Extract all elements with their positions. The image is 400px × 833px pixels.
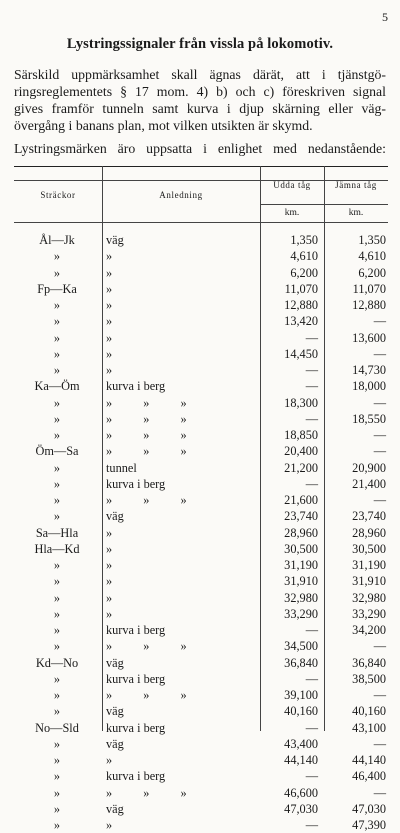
page-title: Lystringssignaler från vissla på lokomotiv.: [66, 36, 334, 52]
table-row: [14, 687, 388, 703]
jamna-cell: 21,400: [352, 476, 386, 491]
udda-cell: —: [305, 818, 318, 832]
udda-cell: 6,200: [290, 265, 318, 280]
anledning-cell: »: [106, 265, 127, 280]
table-row: [14, 313, 388, 329]
header-udda: Udda tåg: [273, 180, 311, 190]
stracka-cell: »: [53, 428, 61, 442]
paragraph-line: gives framför tunneln samt kurva i djup skärning eller väg-: [14, 101, 386, 116]
udda-cell: —: [305, 769, 318, 784]
anledning-cell: »: [106, 753, 127, 767]
table-row: [14, 265, 388, 281]
jamna-cell: —: [373, 785, 386, 800]
stracka-cell: »: [53, 509, 61, 524]
jamna-cell: —: [373, 428, 386, 442]
anledning-cell: »: [106, 314, 127, 329]
anledning-cell: »: [106, 281, 127, 296]
table-row: [14, 525, 388, 541]
stracka-cell: Ål—Jk: [39, 233, 75, 247]
udda-cell: 34,500: [284, 639, 318, 654]
jamna-cell: —: [373, 444, 386, 459]
jamna-cell: —: [373, 493, 386, 507]
signal-table: [14, 166, 388, 832]
stracka-cell: »: [53, 314, 61, 329]
table-row: [14, 411, 388, 427]
stracka-cell: »: [53, 558, 61, 572]
anledning-cell: » » »: [106, 411, 201, 426]
table-row: [14, 590, 388, 606]
table-row: [14, 427, 388, 443]
header-stracka: Sträckor: [40, 190, 76, 200]
anledning-cell: »: [106, 558, 127, 572]
anledning-cell: »: [106, 346, 127, 361]
header-jamna: Jämna tåg: [335, 180, 377, 190]
table-row: [14, 573, 388, 589]
table-row: [14, 785, 388, 801]
jamna-cell: 47,030: [352, 801, 386, 816]
stracka-cell: »: [53, 265, 61, 280]
udda-cell: 28,960: [284, 525, 318, 540]
anledning-cell: kurva i berg: [106, 720, 166, 735]
jamna-cell: 1,350: [358, 233, 386, 247]
udda-cell: 18,850: [284, 428, 318, 442]
jamna-cell: 13,600: [352, 330, 386, 345]
udda-cell: 32,980: [284, 590, 318, 605]
udda-cell: —: [305, 671, 318, 686]
anledning-cell: » » »: [106, 493, 201, 507]
stracka-cell: »: [53, 671, 61, 686]
anledning-cell: tunnel: [106, 460, 137, 475]
table-row: [14, 752, 388, 768]
stracka-cell: »: [53, 330, 61, 345]
stracka-cell: No—Sld: [35, 720, 79, 735]
jamna-cell: 12,880: [352, 298, 386, 312]
udda-cell: 31,910: [284, 574, 318, 589]
stracka-cell: Kd—No: [35, 655, 79, 670]
stracka-cell: »: [53, 249, 61, 264]
udda-cell: —: [305, 363, 318, 377]
jamna-cell: 30,500: [352, 541, 386, 556]
table-row: [14, 703, 388, 719]
jamna-cell: 14,730: [352, 363, 386, 377]
anledning-cell: »: [106, 574, 127, 589]
jamna-cell: 33,290: [352, 606, 386, 621]
anledning-cell: »: [106, 525, 127, 540]
stracka-cell: »: [53, 476, 61, 491]
stracka-cell: »: [53, 639, 61, 654]
stracka-cell: »: [53, 753, 61, 767]
jamna-cell: 36,840: [352, 655, 386, 670]
stracka-cell: Fp—Ka: [37, 281, 77, 296]
udda-cell: 30,500: [284, 541, 318, 556]
jamna-cell: 34,200: [352, 623, 386, 637]
intro-line: Lystringsmärken äro uppsatta i enlighet med nedanstående:: [14, 141, 386, 156]
udda-cell: 21,200: [284, 460, 318, 475]
table-row: [14, 736, 388, 752]
udda-cell: 20,400: [284, 444, 318, 459]
anledning-cell: väg: [106, 736, 124, 751]
table-row: [14, 395, 388, 411]
jamna-cell: 20,900: [352, 460, 386, 475]
anledning-cell: väg: [106, 233, 124, 247]
table-row: [14, 768, 388, 784]
table-row: [14, 638, 388, 654]
anledning-cell: kurva i berg: [106, 671, 166, 686]
table-row: [14, 622, 388, 638]
udda-cell: —: [305, 330, 318, 345]
table-row: [14, 557, 388, 573]
anledning-cell: » » »: [106, 785, 201, 800]
page-number: 5: [382, 10, 388, 24]
jamna-cell: 11,070: [352, 281, 386, 296]
jamna-cell: 18,550: [352, 411, 386, 426]
table-row: [14, 817, 388, 833]
jamna-cell: —: [373, 688, 386, 702]
stracka-cell: »: [53, 395, 61, 410]
anledning-cell: » » »: [106, 688, 201, 702]
table-row: [14, 443, 388, 459]
jamna-cell: 38,500: [352, 671, 386, 686]
paragraph-line: övergång i banans plan, mot vilken utsikten är skymd.: [14, 118, 313, 133]
anledning-cell: »: [106, 606, 127, 621]
stracka-cell: »: [53, 574, 61, 589]
paragraph-line: ringsreglementets § 17 mom. 4) b) och c) föreskriven signal: [14, 84, 386, 99]
table-row: [14, 671, 388, 687]
header-unit-jamna: km.: [348, 208, 364, 218]
table-row: [14, 801, 388, 817]
jamna-cell: 31,910: [352, 574, 386, 589]
stracka-cell: Hla—Kd: [34, 541, 80, 556]
jamna-cell: 31,190: [352, 558, 386, 572]
stracka-cell: »: [53, 769, 61, 784]
anledning-cell: » » »: [106, 395, 201, 410]
table-row: [14, 378, 388, 394]
jamna-cell: —: [373, 395, 386, 410]
jamna-cell: 4,610: [358, 249, 386, 264]
stracka-cell: »: [53, 623, 61, 637]
jamna-cell: 23,740: [352, 509, 386, 524]
table-row: [14, 297, 388, 313]
stracka-cell: »: [53, 688, 61, 702]
anledning-cell: »: [106, 249, 127, 264]
stracka-cell: »: [53, 346, 61, 361]
jamna-cell: 32,980: [352, 590, 386, 605]
anledning-cell: »: [106, 818, 127, 832]
udda-cell: 47,030: [284, 801, 318, 816]
jamna-cell: 6,200: [358, 265, 386, 280]
jamna-cell: —: [373, 314, 386, 329]
header-anledning: Anledning: [159, 190, 203, 200]
stracka-cell: Öm—Sa: [35, 444, 79, 459]
anledning-cell: » » »: [106, 639, 201, 654]
table-row: [14, 492, 388, 508]
stracka-cell: »: [53, 606, 61, 621]
anledning-cell: »: [106, 363, 127, 377]
table-row: [14, 720, 388, 736]
udda-cell: —: [305, 411, 318, 426]
jamna-cell: 47,390: [352, 818, 386, 832]
table-row: [14, 476, 388, 492]
table-row: [14, 606, 388, 622]
stracka-cell: »: [53, 736, 61, 751]
table-row: [14, 508, 388, 524]
stracka-cell: »: [53, 493, 61, 507]
jamna-cell: 43,100: [352, 720, 386, 735]
anledning-cell: kurva i berg: [106, 379, 166, 394]
udda-cell: —: [305, 476, 318, 491]
header-unit-udda: km.: [284, 208, 300, 218]
header-divider: [260, 204, 388, 205]
anledning-cell: »: [106, 590, 127, 605]
table-row: [14, 330, 388, 346]
anledning-cell: väg: [106, 801, 124, 816]
anledning-cell: väg: [106, 655, 124, 670]
udda-cell: 1,350: [290, 233, 318, 247]
anledning-cell: väg: [106, 509, 124, 524]
udda-cell: —: [305, 623, 318, 637]
stracka-cell: »: [53, 363, 61, 377]
table-row: [14, 460, 388, 476]
stracka-cell: »: [53, 460, 61, 475]
table-row: [14, 346, 388, 362]
udda-cell: 23,740: [284, 509, 318, 524]
udda-cell: 12,880: [284, 298, 318, 312]
table-top-rule: [14, 166, 388, 167]
udda-cell: 31,190: [284, 558, 318, 572]
jamna-cell: —: [373, 346, 386, 361]
stracka-cell: »: [53, 785, 61, 800]
stracka-cell: »: [53, 704, 61, 719]
paragraph-line: Särskild uppmärksamhet skall ägnas därät, att i tjänstgö-: [14, 67, 386, 82]
stracka-cell: »: [53, 590, 61, 605]
stracka-cell: »: [53, 411, 61, 426]
table-row: [14, 655, 388, 671]
header-bottom-rule: [14, 222, 388, 223]
udda-cell: —: [305, 720, 318, 735]
jamna-cell: 28,960: [352, 525, 386, 540]
table-row: [14, 232, 388, 248]
jamna-cell: 44,140: [352, 753, 386, 767]
stracka-cell: Ka—Öm: [34, 379, 80, 394]
udda-cell: 13,420: [284, 314, 318, 329]
table-row: [14, 362, 388, 378]
anledning-cell: »: [106, 330, 127, 345]
jamna-cell: 46,400: [352, 769, 386, 784]
stracka-cell: »: [53, 801, 61, 816]
body-paragraph: [14, 66, 386, 134]
jamna-cell: 18,000: [352, 379, 386, 394]
jamna-cell: —: [373, 639, 386, 654]
table-row: [14, 541, 388, 557]
udda-cell: 33,290: [284, 606, 318, 621]
udda-cell: 43,400: [284, 736, 318, 751]
jamna-cell: 40,160: [352, 704, 386, 719]
jamna-cell: —: [373, 736, 386, 751]
udda-cell: 36,840: [284, 655, 318, 670]
anledning-cell: kurva i berg: [106, 623, 166, 637]
udda-cell: 14,450: [284, 346, 318, 361]
udda-cell: 46,600: [284, 785, 318, 800]
stracka-cell: »: [53, 818, 61, 832]
anledning-cell: » » »: [106, 444, 201, 459]
udda-cell: 11,070: [284, 281, 318, 296]
udda-cell: 18,300: [284, 395, 318, 410]
udda-cell: 39,100: [284, 688, 318, 702]
stracka-cell: »: [53, 298, 61, 312]
udda-cell: 4,610: [290, 249, 318, 264]
stracka-cell: Sa—Hla: [35, 525, 79, 540]
udda-cell: 40,160: [284, 704, 318, 719]
udda-cell: 44,140: [284, 753, 318, 767]
anledning-cell: » » »: [106, 428, 201, 442]
udda-cell: —: [305, 379, 318, 394]
table-row: [14, 248, 388, 264]
anledning-cell: kurva i berg: [106, 769, 166, 784]
anledning-cell: kurva i berg: [106, 476, 166, 491]
table-row: [14, 281, 388, 297]
anledning-cell: väg: [106, 704, 124, 719]
udda-cell: 21,600: [284, 493, 318, 507]
anledning-cell: »: [106, 541, 127, 556]
anledning-cell: »: [106, 298, 127, 312]
